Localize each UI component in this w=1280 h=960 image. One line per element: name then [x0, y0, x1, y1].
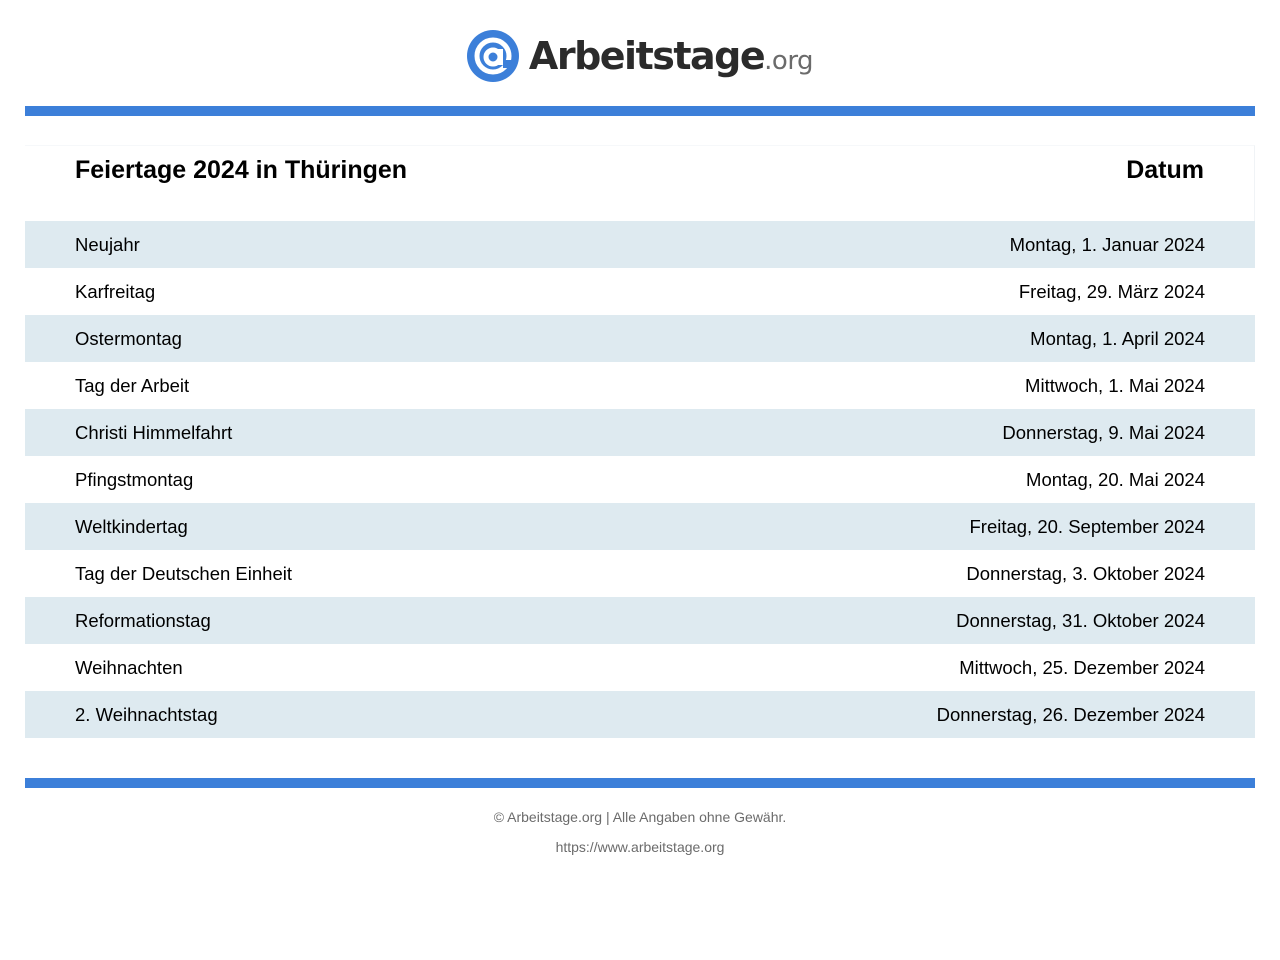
holiday-date: Donnerstag, 26. Dezember 2024 [936, 703, 1205, 725]
logo-name: Arbeitstage [528, 34, 765, 78]
table-row [25, 644, 1255, 691]
logo-tld: .org [764, 46, 814, 76]
holiday-name: Tag der Arbeit [75, 374, 190, 396]
holiday-name: Christi Himmelfahrt [75, 421, 233, 443]
holiday-date: Mittwoch, 1. Mai 2024 [1025, 374, 1205, 396]
date-column-header: Datum [1126, 156, 1204, 184]
holiday-table [25, 145, 1255, 738]
table-body [25, 221, 1255, 738]
holiday-name: Ostermontag [75, 327, 182, 349]
holiday-name: Pfingstmontag [75, 468, 194, 490]
holiday-date: Mittwoch, 25. Dezember 2024 [959, 656, 1205, 678]
table-row [25, 550, 1255, 597]
holiday-date: Montag, 1. April 2024 [1030, 327, 1205, 349]
holiday-date: Donnerstag, 9. Mai 2024 [1002, 421, 1205, 443]
table-row [25, 503, 1255, 550]
table-row [25, 362, 1255, 409]
table-row [25, 691, 1255, 738]
at-sign-logo-icon [467, 30, 519, 82]
holiday-date: Freitag, 29. März 2024 [1018, 280, 1205, 302]
table-header [25, 145, 1255, 221]
holiday-date: Freitag, 20. September 2024 [969, 515, 1205, 537]
holiday-name: Reformationstag [75, 609, 211, 631]
holiday-name: Weihnachten [75, 656, 183, 678]
bottom-divider [25, 778, 1255, 788]
holiday-name: 2. Weihnachtstag [75, 703, 218, 725]
table-row [25, 597, 1255, 644]
top-divider [25, 106, 1255, 116]
site-logo[interactable] [0, 30, 1280, 82]
holiday-date: Montag, 20. Mai 2024 [1026, 468, 1205, 490]
holiday-name: Karfreitag [75, 280, 156, 302]
holiday-date: Montag, 1. Januar 2024 [1009, 233, 1205, 255]
table-row [25, 268, 1255, 315]
logo-wordmark [529, 34, 813, 78]
holiday-date: Donnerstag, 3. Oktober 2024 [966, 562, 1205, 584]
table-title: Feiertage 2024 in Thüringen [75, 156, 408, 184]
table-row [25, 456, 1255, 503]
table-row [25, 409, 1255, 456]
footer-url-link[interactable]: https://www.arbeitstage.org [555, 839, 725, 855]
table-row [25, 315, 1255, 362]
logo-lockup [467, 30, 813, 82]
holiday-date: Donnerstag, 31. Oktober 2024 [956, 609, 1205, 631]
table-row [25, 221, 1255, 268]
holiday-name: Neujahr [75, 233, 140, 255]
footer-copyright: © Arbeitstage.org | Alle Angaben ohne Gewähr. [493, 809, 787, 825]
holiday-name: Weltkindertag [75, 515, 188, 537]
holiday-name: Tag der Deutschen Einheit [75, 562, 292, 584]
